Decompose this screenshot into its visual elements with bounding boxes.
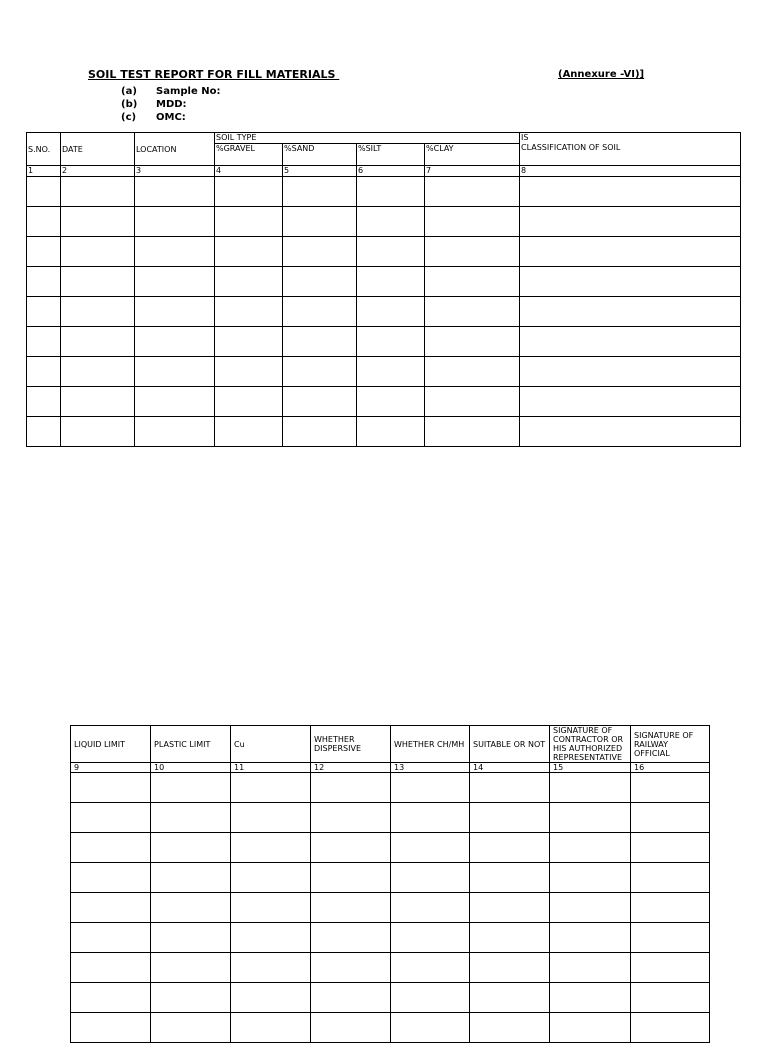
- table-cell[interactable]: [391, 983, 470, 1013]
- header-sno: S.NO.: [27, 133, 61, 166]
- table-cell[interactable]: [391, 893, 470, 923]
- table-cell[interactable]: [550, 833, 631, 863]
- field-key: (a): [121, 86, 137, 97]
- table-cell[interactable]: [631, 1013, 710, 1043]
- header-railway-signature: SIGNATURE OF RAILWAY OFFICIAL: [631, 726, 710, 763]
- table-cell[interactable]: [71, 923, 151, 953]
- table-cell[interactable]: [357, 237, 425, 267]
- table-cell[interactable]: [520, 207, 741, 237]
- table-cell[interactable]: [470, 953, 550, 983]
- column-number: 16: [631, 763, 710, 773]
- table-cell[interactable]: [231, 893, 311, 923]
- table-cell[interactable]: [215, 207, 283, 237]
- table-cell[interactable]: [520, 357, 741, 387]
- table-cell[interactable]: [215, 237, 283, 267]
- table-cell[interactable]: [27, 357, 61, 387]
- table-cell[interactable]: [631, 803, 710, 833]
- table-cell[interactable]: [215, 327, 283, 357]
- table-cell[interactable]: [231, 983, 311, 1013]
- table-row: [27, 177, 741, 207]
- table-cell[interactable]: [631, 773, 710, 803]
- header-classification-label: CLASSIFICATION OF SOIL: [521, 143, 621, 152]
- table-cell[interactable]: [425, 237, 520, 267]
- table-cell[interactable]: [71, 863, 151, 893]
- table-cell[interactable]: [61, 417, 135, 447]
- table-cell[interactable]: [470, 863, 550, 893]
- table-row: [27, 297, 741, 327]
- table-cell[interactable]: [231, 803, 311, 833]
- table-cell[interactable]: [311, 953, 391, 983]
- table-cell[interactable]: [550, 983, 631, 1013]
- table-cell[interactable]: [311, 1013, 391, 1043]
- column-number: 10: [151, 763, 231, 773]
- table-cell[interactable]: [357, 267, 425, 297]
- field-label: MDD:: [156, 99, 187, 110]
- table-cell[interactable]: [135, 327, 215, 357]
- table-row: [71, 833, 710, 863]
- table-cell[interactable]: [520, 387, 741, 417]
- field-label: OMC:: [156, 112, 186, 123]
- table-cell[interactable]: [631, 953, 710, 983]
- table-cell[interactable]: [631, 863, 710, 893]
- table-cell[interactable]: [151, 773, 231, 803]
- header-classification: [520, 133, 741, 166]
- table-cell[interactable]: [550, 863, 631, 893]
- table-cell[interactable]: [61, 177, 135, 207]
- table-cell[interactable]: [71, 773, 151, 803]
- table-cell[interactable]: [283, 177, 357, 207]
- table-cell[interactable]: [283, 417, 357, 447]
- table-cell[interactable]: [71, 803, 151, 833]
- table-cell[interactable]: [215, 387, 283, 417]
- table-cell[interactable]: [283, 267, 357, 297]
- field-mdd: [121, 99, 187, 110]
- table-cell[interactable]: [357, 327, 425, 357]
- table-cell[interactable]: [231, 773, 311, 803]
- table-cell[interactable]: [151, 833, 231, 863]
- table-cell[interactable]: [27, 417, 61, 447]
- table-cell[interactable]: [391, 923, 470, 953]
- header-sand: %SAND: [283, 144, 357, 166]
- table-cell[interactable]: [61, 207, 135, 237]
- table-cell[interactable]: [135, 417, 215, 447]
- table-cell[interactable]: [550, 803, 631, 833]
- table-row: [71, 773, 710, 803]
- table-cell[interactable]: [151, 983, 231, 1013]
- table-cell[interactable]: [631, 893, 710, 923]
- table-cell[interactable]: [550, 953, 631, 983]
- field-key: (b): [121, 99, 138, 110]
- header-location: LOCATION: [135, 133, 215, 166]
- table-cell[interactable]: [27, 177, 61, 207]
- table-row: [27, 387, 741, 417]
- table-cell[interactable]: [470, 923, 550, 953]
- table-row: [71, 1013, 710, 1043]
- column-number: 13: [391, 763, 470, 773]
- table-cell[interactable]: [151, 923, 231, 953]
- table-cell[interactable]: [631, 983, 710, 1013]
- table-cell[interactable]: [311, 803, 391, 833]
- table-cell[interactable]: [391, 953, 470, 983]
- table-cell[interactable]: [283, 297, 357, 327]
- table-cell[interactable]: [357, 387, 425, 417]
- table-cell[interactable]: [391, 863, 470, 893]
- table-cell[interactable]: [520, 267, 741, 297]
- table-cell[interactable]: [425, 267, 520, 297]
- table-row: [27, 207, 741, 237]
- table-cell[interactable]: [357, 417, 425, 447]
- table-cell[interactable]: [631, 923, 710, 953]
- table-cell[interactable]: [61, 267, 135, 297]
- table-cell[interactable]: [470, 773, 550, 803]
- table-cell[interactable]: [151, 893, 231, 923]
- table-cell[interactable]: [135, 267, 215, 297]
- table-cell[interactable]: [311, 863, 391, 893]
- table-cell[interactable]: [283, 207, 357, 237]
- table-cell[interactable]: [425, 177, 520, 207]
- table-row: [27, 357, 741, 387]
- table-cell[interactable]: [61, 387, 135, 417]
- table-cell[interactable]: [215, 177, 283, 207]
- table-cell[interactable]: [61, 297, 135, 327]
- table-cell[interactable]: [391, 833, 470, 863]
- table-cell[interactable]: [71, 983, 151, 1013]
- column-number: 15: [550, 763, 631, 773]
- table-row: [27, 327, 741, 357]
- annexure-label: (Annexure -VI)]: [558, 69, 645, 80]
- column-number-row: [27, 166, 741, 177]
- column-number: 5: [283, 166, 357, 177]
- header-clay: %CLAY: [425, 144, 520, 166]
- column-number: 11: [231, 763, 311, 773]
- header-plastic-limit: PLASTIC LIMIT: [151, 726, 231, 763]
- field-key: (c): [121, 112, 137, 123]
- table-cell[interactable]: [27, 207, 61, 237]
- table-cell[interactable]: [550, 923, 631, 953]
- table-cell[interactable]: [520, 237, 741, 267]
- table-cell[interactable]: [231, 953, 311, 983]
- header-contractor-signature: SIGNATURE OF CONTRACTOR OR HIS AUTHORIZED REPRESENTATIVE: [550, 726, 631, 763]
- header-gravel: %GRAVEL: [215, 144, 283, 166]
- column-number: 1: [27, 166, 61, 177]
- table-cell[interactable]: [231, 833, 311, 863]
- header-liquid-limit: LIQUID LIMIT: [71, 726, 151, 763]
- report-title: SOIL TEST REPORT FOR FILL MATERIALS: [88, 68, 340, 81]
- header-ch-mh: WHETHER CH/MH: [391, 726, 470, 763]
- table-row: [71, 953, 710, 983]
- table-row: [71, 923, 710, 953]
- table-cell[interactable]: [391, 803, 470, 833]
- table-cell[interactable]: [357, 357, 425, 387]
- table-cell[interactable]: [520, 177, 741, 207]
- table-cell[interactable]: [283, 387, 357, 417]
- table-cell[interactable]: [470, 1013, 550, 1043]
- table-cell[interactable]: [135, 387, 215, 417]
- field-sample-no: [121, 86, 220, 97]
- column-number: 14: [470, 763, 550, 773]
- table-cell[interactable]: [71, 953, 151, 983]
- header-cu: Cu: [231, 726, 311, 763]
- table-cell[interactable]: [425, 297, 520, 327]
- table-cell[interactable]: [470, 833, 550, 863]
- table-row: [27, 417, 741, 447]
- column-number: 7: [425, 166, 520, 177]
- table-cell[interactable]: [550, 1013, 631, 1043]
- table-cell[interactable]: [425, 357, 520, 387]
- table-cell[interactable]: [283, 327, 357, 357]
- table-cell[interactable]: [470, 983, 550, 1013]
- table-cell[interactable]: [71, 833, 151, 863]
- table-cell[interactable]: [520, 327, 741, 357]
- table-cell[interactable]: [135, 357, 215, 387]
- table-cell[interactable]: [71, 893, 151, 923]
- table-cell[interactable]: [135, 207, 215, 237]
- table-cell[interactable]: [151, 953, 231, 983]
- soil-test-table-2: [70, 725, 710, 1043]
- header-suitable: SUITABLE OR NOT: [470, 726, 550, 763]
- column-number: 12: [311, 763, 391, 773]
- column-number: 2: [61, 166, 135, 177]
- table-cell[interactable]: [631, 833, 710, 863]
- table-cell[interactable]: [135, 237, 215, 267]
- table-cell[interactable]: [215, 267, 283, 297]
- table-cell[interactable]: [151, 1013, 231, 1043]
- table-cell[interactable]: [520, 417, 741, 447]
- table-cell[interactable]: [283, 237, 357, 267]
- column-number: 6: [357, 166, 425, 177]
- table-cell[interactable]: [311, 923, 391, 953]
- table-cell[interactable]: [425, 387, 520, 417]
- column-number: 8: [520, 166, 741, 177]
- field-omc: [121, 112, 186, 123]
- table-cell[interactable]: [311, 983, 391, 1013]
- table-cell[interactable]: [27, 387, 61, 417]
- table-cell[interactable]: [520, 297, 741, 327]
- table-row: [71, 893, 710, 923]
- table-row: [27, 267, 741, 297]
- table-cell[interactable]: [27, 267, 61, 297]
- column-number: 3: [135, 166, 215, 177]
- header-date: DATE: [61, 133, 135, 166]
- table-cell[interactable]: [151, 863, 231, 893]
- table-row: [71, 803, 710, 833]
- table-cell[interactable]: [135, 297, 215, 327]
- table-cell[interactable]: [311, 773, 391, 803]
- table-row: [71, 863, 710, 893]
- table-cell[interactable]: [231, 863, 311, 893]
- table-cell[interactable]: [550, 773, 631, 803]
- table-cell[interactable]: [470, 893, 550, 923]
- header-is: IS: [521, 133, 529, 142]
- table-cell[interactable]: [71, 1013, 151, 1043]
- table-cell[interactable]: [357, 297, 425, 327]
- table-cell[interactable]: [391, 773, 470, 803]
- column-number: 9: [71, 763, 151, 773]
- column-number: 4: [215, 166, 283, 177]
- table-cell[interactable]: [61, 357, 135, 387]
- table-cell[interactable]: [311, 833, 391, 863]
- column-number-row: [71, 763, 710, 773]
- table-cell[interactable]: [215, 357, 283, 387]
- table-cell[interactable]: [27, 297, 61, 327]
- table-cell[interactable]: [470, 803, 550, 833]
- table-cell[interactable]: [231, 923, 311, 953]
- header-silt: %SILT: [357, 144, 425, 166]
- table-row: [71, 983, 710, 1013]
- table-row: [27, 237, 741, 267]
- table-cell[interactable]: [231, 1013, 311, 1043]
- table-cell[interactable]: [27, 237, 61, 267]
- soil-test-table-1: [26, 132, 741, 447]
- table-cell[interactable]: [215, 297, 283, 327]
- table-cell[interactable]: [311, 893, 391, 923]
- table-cell[interactable]: [151, 803, 231, 833]
- header-dispersive: WHETHER DISPERSIVE: [311, 726, 391, 763]
- table-cell[interactable]: [425, 327, 520, 357]
- table-cell[interactable]: [215, 417, 283, 447]
- table-cell[interactable]: [283, 357, 357, 387]
- table-cell[interactable]: [550, 893, 631, 923]
- table-cell[interactable]: [357, 207, 425, 237]
- table-cell[interactable]: [135, 177, 215, 207]
- table-cell[interactable]: [61, 237, 135, 267]
- table-cell[interactable]: [391, 1013, 470, 1043]
- table-cell[interactable]: [61, 327, 135, 357]
- header-soil-type: SOIL TYPE: [215, 133, 520, 144]
- table-cell[interactable]: [27, 327, 61, 357]
- table-cell[interactable]: [425, 207, 520, 237]
- table-cell[interactable]: [357, 177, 425, 207]
- field-label: Sample No:: [156, 86, 221, 97]
- table-cell[interactable]: [425, 417, 520, 447]
